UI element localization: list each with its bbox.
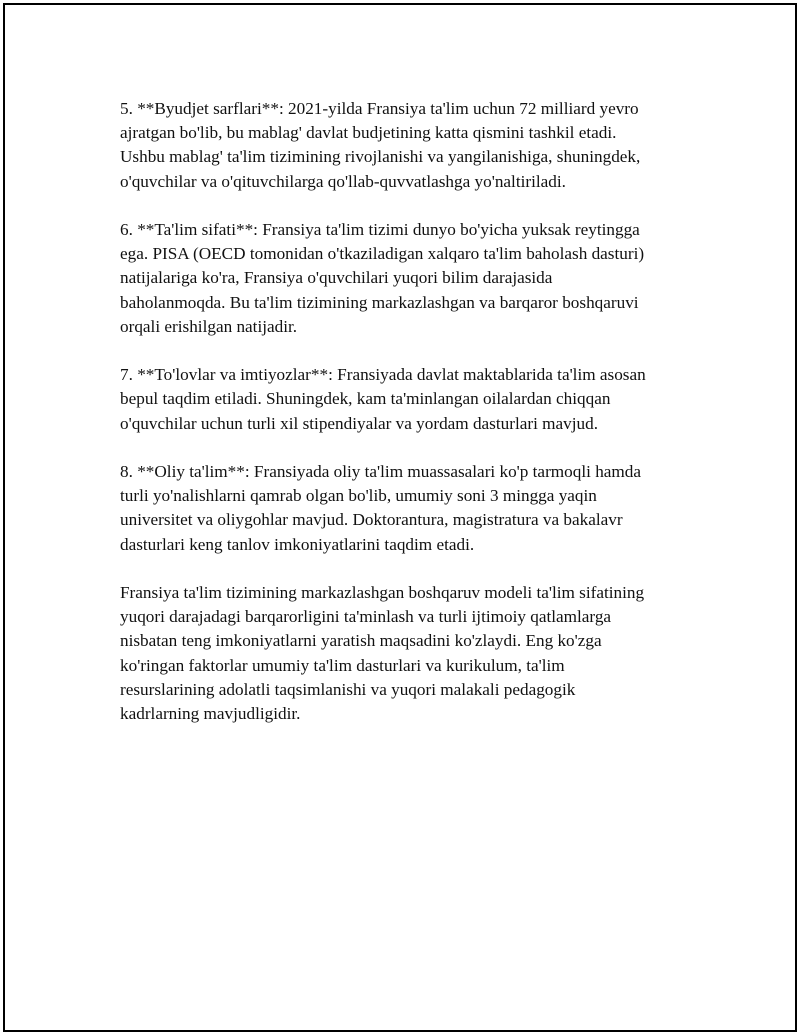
text-line: 5. **Byudjet sarflari**: 2021-yilda Fransiya ta'lim uchun 72 milliard yevro [120, 99, 639, 118]
paragraph-education-quality [120, 218, 700, 339]
text-line: orqali erishilgan natijadir. [120, 316, 298, 336]
text-line: natijalariga ko'ra, Fransiya o'quvchilari yuqori bilim darajasida [120, 268, 553, 288]
text-line: universitet va oliygohlar mavjud. Doktorantura, magistratura va bakalavr [120, 510, 623, 530]
text-line: nisbatan teng imkoniyatlarni yaratish maqsadini ko'zlaydi. Eng ko'zga [120, 631, 602, 651]
text-line: Fransiya ta'lim tizimining markazlashgan boshqaruv modeli ta'lim sifatining [120, 583, 645, 602]
text-line: dasturlari keng tanlov imkoniyatlarini taqdim etadi. [120, 534, 475, 554]
text-line: 8. **Oliy ta'lim**: Fransiyada oliy ta'lim muassasalari ko'p tarmoqli hamda [120, 462, 642, 481]
paragraph-fees-benefits [120, 363, 700, 436]
paragraph-budget-expenses [120, 97, 700, 194]
text-line: ega. PISA (OECD tomonidan o'tkaziladigan xalqaro ta'lim baholash dasturi) [120, 244, 645, 264]
text-line: baholanmoqda. Bu ta'lim tizimining markazlashgan va barqaror boshqaruvi [120, 292, 639, 312]
document-body [120, 97, 700, 750]
text-line: 7. **To'lovlar va imtiyozlar**: Fransiyada davlat maktablarida ta'lim asosan [120, 365, 646, 385]
text-line: yuqori darajadagi barqarorligini ta'minlash va turli ijtimoiy qatlamlarga [120, 607, 612, 627]
text-line: resurslarining adolatli taqsimlanishi va yuqori malakali pedagogik [120, 679, 576, 699]
text-line: 6. **Ta'lim sifati**: Fransiya ta'lim tizimi dunyo bo'yicha yuksak reytingga [120, 220, 640, 239]
page-frame [3, 3, 797, 1032]
text-line: o'quvchilar uchun turli xil stipendiyalar va yordam dasturlari mavjud. [120, 413, 599, 433]
text-line: Ushbu mablag' ta'lim tizimining rivojlanishi va yangilanishiga, shuningdek, [120, 147, 641, 167]
paragraph-higher-education [120, 460, 700, 557]
text-line: o'quvchilar va o'qituvchilarga qo'llab-quvvatlashga yo'naltiriladi. [120, 171, 566, 191]
text-line: turli yo'nalishlarni qamrab olgan bo'lib, umumiy soni 3 mingga yaqin [120, 486, 597, 506]
text-line: kadrlarning mavjudligidir. [120, 704, 301, 724]
text-line: bepul taqdim etiladi. Shuningdek, kam ta'minlangan oilalardan chiqqan [120, 389, 611, 409]
text-line: ajratgan bo'lib, bu mablag' davlat budjetining katta qismini tashkil etadi. [120, 123, 617, 143]
text-line: ko'ringan faktorlar umumiy ta'lim dasturlari va kurikulum, ta'lim [120, 655, 565, 675]
paragraph-conclusion [120, 581, 700, 726]
